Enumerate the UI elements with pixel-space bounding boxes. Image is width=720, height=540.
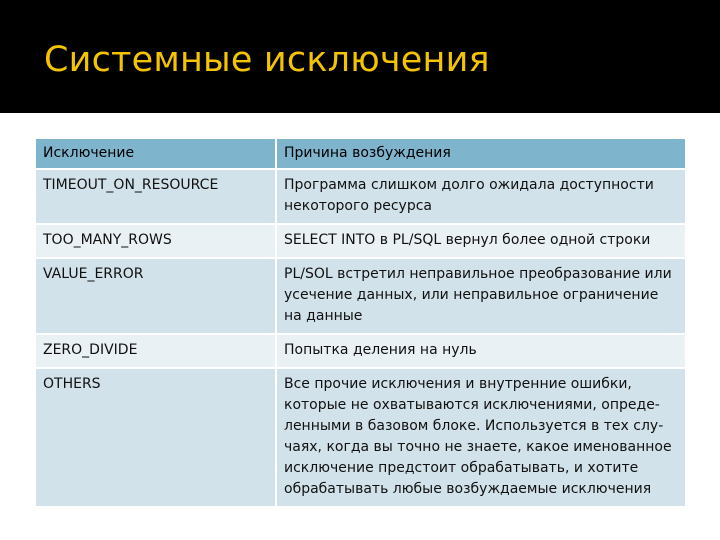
exception-reason: PL/SOL встретил неправильное преобразование или усечение данных, или неправильное ограничение на данные	[277, 259, 685, 335]
exception-name: TOO_MANY_ROWS	[36, 225, 277, 259]
exception-name: VALUE_ERROR	[36, 259, 277, 335]
exception-name: TIMEOUT_ON_RESOURCE	[36, 170, 277, 225]
exception-reason: Программа слишком долго ожидала доступности некоторого ресурса	[277, 170, 685, 225]
header-exception: Исключение	[36, 139, 277, 170]
exception-reason: Попытка деления на нуль	[277, 335, 685, 369]
exception-name: ZERO_DIVIDE	[36, 335, 277, 369]
exceptions-table	[36, 139, 685, 508]
table-row	[36, 369, 685, 508]
table-row	[36, 170, 685, 225]
table-row	[36, 335, 685, 369]
exception-reason: Все прочие исключения и внутренние ошибки, которые не охватываются исключениями, опреде-ленными в базовом блоке. Используется в тех слу-чаях, когда вы точно не знаете, какое именованное исключение предстоит обрабатывать, и хотите обрабатывать любые возбуждаемые исключения	[277, 369, 685, 508]
table-row	[36, 259, 685, 335]
table-header-row	[36, 139, 685, 170]
title-bar	[0, 0, 720, 113]
table-row	[36, 225, 685, 259]
slide-title: Системные исключения	[44, 40, 490, 80]
exception-name: OTHERS	[36, 369, 277, 508]
exception-reason: SELECT INTO в PL/SQL вернул более одной строки	[277, 225, 685, 259]
header-reason: Причина возбуждения	[277, 139, 685, 170]
